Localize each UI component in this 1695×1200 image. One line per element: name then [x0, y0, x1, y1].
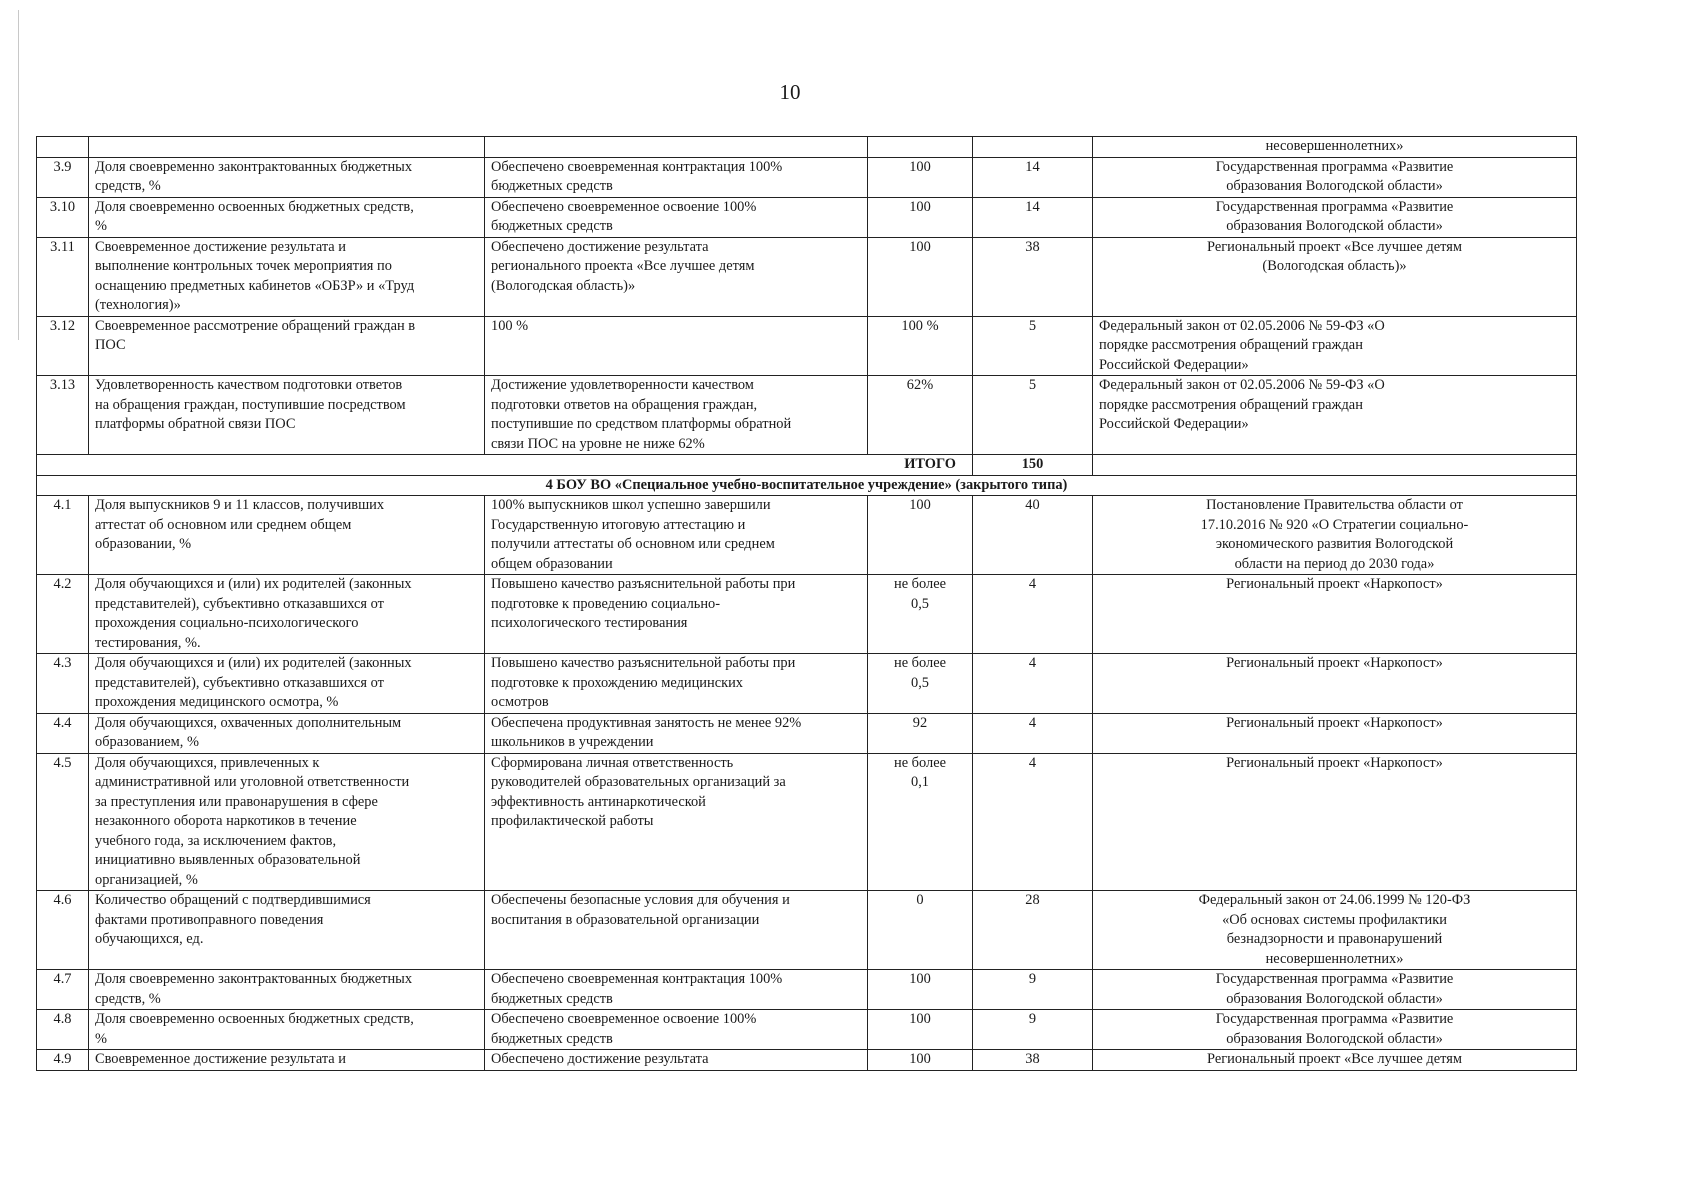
legal-source-text: Федеральный закон от 02.05.2006 № 59-ФЗ «О порядке рассмотрения обращений граждан Российской Федерации»: [1099, 377, 1385, 432]
expected-result-text: 100% выпускников школ успешно завершили Государственную итоговую аттестацию и получили аттестаты об основном или среднем общем образовании: [491, 497, 775, 572]
indicator-name: [89, 575, 485, 654]
legal-source-text: Государственная программа «Развитие образования Вологодской области»: [1215, 971, 1454, 1007]
weight-score-text: 5: [1028, 317, 1037, 334]
table-row: [37, 753, 1577, 891]
expected-result-text: Обеспечено своевременная контрактация 100% бюджетных средств: [491, 158, 783, 194]
expected-result-text: Повышено качество разъяснительной работы при подготовке к прохождению медицинских осмотров: [491, 655, 796, 710]
total-row: [37, 455, 1577, 476]
indicator-name-text: Доля своевременно освоенных бюджетных средств, %: [95, 198, 414, 234]
indicator-name: [89, 137, 485, 158]
row-number: [37, 316, 89, 376]
planned-value-text: 100: [909, 1011, 931, 1027]
planned-value: [868, 753, 973, 891]
weight-score-text: 9: [1028, 1011, 1037, 1027]
planned-value: [868, 654, 973, 714]
planned-value: [868, 316, 973, 376]
legal-source-text: Региональный проект «Наркопост»: [1226, 655, 1443, 671]
row-number: [37, 496, 89, 575]
row-number-text: 4.4: [53, 714, 72, 731]
table-row: [37, 316, 1577, 376]
planned-value-text: не более 0,5: [894, 655, 946, 691]
row-number-text: 4.6: [53, 892, 72, 908]
planned-value: [868, 970, 973, 1010]
legal-source-text: Региональный проект «Наркопост»: [1226, 754, 1443, 771]
expected-result-text: Обеспечено своевременное освоение 100% бюджетных средств: [491, 198, 757, 234]
weight-score: [973, 316, 1093, 376]
table-row: [37, 376, 1577, 455]
row-number: [37, 157, 89, 197]
weight-score: [973, 496, 1093, 575]
row-number-text: 4.9: [53, 1051, 72, 1067]
row-number: [37, 891, 89, 970]
expected-result: [485, 891, 868, 970]
planned-value-text: не более 0,5: [894, 576, 946, 612]
legal-source: [1093, 654, 1577, 714]
legal-source-text: Государственная программа «Развитие образования Вологодской области»: [1215, 1011, 1454, 1047]
planned-value-text: 100: [909, 198, 931, 215]
legal-source: [1093, 713, 1577, 753]
planned-value: [868, 1050, 973, 1071]
row-number-text: 3.12: [49, 317, 76, 334]
indicator-name: [89, 496, 485, 575]
indicator-name-text: Своевременное рассмотрение обращений граждан в ПОС: [95, 317, 416, 353]
weight-score: [973, 654, 1093, 714]
expected-result: [485, 496, 868, 575]
table-row: [37, 496, 1577, 575]
rows-after: [37, 496, 1577, 1071]
total-value: 150: [973, 455, 1093, 476]
legal-source: [1093, 376, 1577, 455]
weight-score-text: 9: [1028, 971, 1037, 987]
indicator-name-text: Своевременное достижение результата и: [95, 1051, 346, 1067]
row-number: [37, 654, 89, 714]
planned-value: [868, 1010, 973, 1050]
legal-source: [1093, 575, 1577, 654]
indicator-name-text: Доля обучающихся и (или) их родителей (законных представителей), субъективно отказавшихся от прохождения социально-психологического тестирования, %.: [95, 576, 412, 651]
row-number-text: 4.7: [53, 971, 72, 987]
indicator-name-text: Доля обучающихся и (или) их родителей (законных представителей), субъективно отказавшихся от прохождения медицинского осмотра, %: [95, 655, 412, 710]
legal-source: [1093, 137, 1577, 158]
expected-result: [485, 197, 868, 237]
row-number-text: 4.5: [53, 754, 72, 771]
legal-source: [1093, 316, 1577, 376]
indicator-name-text: Доля обучающихся, привлеченных к административной или уголовной ответственности за преступления или правонарушения в сфере незаконного оборота наркотиков в течение учебного года, за исключением фактов, инициативно выявленных образовательной организацией, %: [95, 754, 410, 888]
indicator-name: [89, 970, 485, 1010]
indicator-name: [89, 1010, 485, 1050]
table-row: [37, 1050, 1577, 1071]
legal-source-text: Государственная программа «Развитие образования Вологодской области»: [1215, 198, 1454, 234]
table-row: [37, 891, 1577, 970]
expected-result: [485, 575, 868, 654]
indicator-name-text: Доля выпускников 9 и 11 классов, получивших аттестат об основном или среднем общем образовании, %: [95, 497, 385, 552]
indicators-table: [36, 136, 1577, 1071]
weight-score-text: 38: [1025, 238, 1040, 255]
planned-value: [868, 575, 973, 654]
legal-source-text: Государственная программа «Развитие образования Вологодской области»: [1215, 158, 1454, 194]
table-row: [37, 713, 1577, 753]
total-section: [37, 455, 1577, 496]
indicator-name: [89, 237, 485, 316]
indicator-name: [89, 654, 485, 714]
legal-source-text: Постановление Правительства области от 17.10.2016 № 920 «О Стратегии социально- экономического развития Вологодской области на период до 2030 года»: [1200, 497, 1469, 572]
weight-score: [973, 197, 1093, 237]
weight-score-text: 4: [1028, 576, 1037, 592]
planned-value: [868, 713, 973, 753]
legal-source: [1093, 237, 1577, 316]
row-number-text: 3.9: [53, 158, 72, 175]
indicator-name: [89, 197, 485, 237]
legal-source: [1093, 753, 1577, 891]
indicator-name: [89, 316, 485, 376]
indicator-name: [89, 713, 485, 753]
table-row: [37, 1010, 1577, 1050]
expected-result: [485, 157, 868, 197]
row-number-text: 3.13: [49, 377, 76, 393]
expected-result-text: Обеспечено своевременное освоение 100% бюджетных средств: [491, 1011, 757, 1047]
row-number-text: 3.11: [50, 238, 75, 255]
legal-source: [1093, 970, 1577, 1010]
weight-score: [973, 891, 1093, 970]
planned-value-text: 100: [909, 1051, 931, 1067]
legal-source: [1093, 1050, 1577, 1071]
indicator-name-text: Доля обучающихся, охваченных дополнительным образованием, %: [95, 714, 402, 750]
legal-source: [1093, 197, 1577, 237]
expected-result: [485, 970, 868, 1010]
row-number: [37, 137, 89, 158]
legal-source-text: Федеральный закон от 24.06.1999 № 120-ФЗ «Об основах системы профилактики безнадзорности и правонарушений несовершеннолетних»: [1198, 892, 1471, 967]
indicator-name-text: Доля своевременно освоенных бюджетных средств, %: [95, 1011, 414, 1047]
row-number: [37, 237, 89, 316]
expected-result: [485, 713, 868, 753]
table-row: [37, 970, 1577, 1010]
row-number-text: 3.10: [49, 198, 76, 215]
total-empty-cell: [1093, 455, 1577, 476]
planned-value-text: 0: [916, 892, 924, 908]
table-row: [37, 157, 1577, 197]
expected-result-text: Повышено качество разъяснительной работы при подготовке к проведению социально- психологического тестирования: [491, 576, 796, 631]
table-row: [37, 137, 1577, 158]
indicator-name: [89, 1050, 485, 1071]
expected-result-text: Обеспечено достижение результата: [491, 1051, 709, 1067]
planned-value: [868, 157, 973, 197]
weight-score: [973, 376, 1093, 455]
planned-value-text: 100: [909, 971, 931, 987]
weight-score: [973, 713, 1093, 753]
weight-score: [973, 157, 1093, 197]
indicator-name: [89, 753, 485, 891]
indicator-name-text: Своевременное достижение результата и выполнение контрольных точек мероприятия по оснащению предметных кабинетов «ОБЗР» и «Труд (технология)»: [95, 238, 415, 313]
expected-result: [485, 1010, 868, 1050]
row-number: [37, 1050, 89, 1071]
weight-score-text: 38: [1025, 1051, 1040, 1067]
legal-source: [1093, 891, 1577, 970]
expected-result: [485, 654, 868, 714]
legal-source-text: несовершеннолетних»: [1265, 138, 1404, 154]
expected-result: [485, 237, 868, 316]
legal-source: [1093, 157, 1577, 197]
weight-score: [973, 1010, 1093, 1050]
indicator-name-text: Количество обращений с подтвердившимися фактами противоправного поведения обучающихся, ед.: [95, 892, 371, 947]
planned-value-text: 100: [909, 238, 931, 255]
expected-result: [485, 137, 868, 158]
planned-value-text: 62%: [906, 377, 934, 393]
weight-score-text: 14: [1025, 198, 1040, 215]
row-number: [37, 753, 89, 891]
planned-value-text: не более 0,1: [894, 754, 946, 790]
indicator-name: [89, 891, 485, 970]
weight-score-text: 4: [1028, 714, 1037, 731]
expected-result: [485, 753, 868, 891]
section-heading-row: [37, 475, 1577, 496]
legal-source-text: Региональный проект «Наркопост»: [1226, 576, 1443, 592]
expected-result: [485, 1050, 868, 1071]
expected-result-text: Достижение удовлетворенности качеством подготовки ответов на обращения граждан, поступившие по средством платформы обратной связи ПОС на уровне не ниже 62%: [491, 377, 792, 452]
expected-result-text: 100 %: [491, 317, 529, 334]
page-number: 10: [779, 80, 801, 104]
row-number: [37, 970, 89, 1010]
planned-value-text: 100: [909, 158, 931, 175]
weight-score: [973, 1050, 1093, 1071]
legal-source-text: Региональный проект «Все лучшее детям: [1207, 1051, 1462, 1067]
table-row: [37, 575, 1577, 654]
indicator-name-text: Удовлетворенность качеством подготовки ответов на обращения граждан, поступившие посредством платформы обратной связи ПОС: [95, 377, 406, 432]
weight-score-text: 40: [1025, 497, 1040, 513]
planned-value: [868, 496, 973, 575]
indicator-name-text: Доля своевременно законтрактованных бюджетных средств, %: [95, 971, 413, 1007]
row-number-text: 4.3: [53, 655, 72, 671]
planned-value-text: 92: [912, 714, 928, 731]
total-label: ИТОГО: [37, 455, 973, 476]
expected-result-text: Обеспечена продуктивная занятость не менее 92% школьников в учреждении: [491, 714, 802, 750]
row-number: [37, 1010, 89, 1050]
weight-score-text: 5: [1028, 377, 1037, 393]
planned-value-text: 100 %: [901, 317, 939, 334]
legal-source-text: Региональный проект «Все лучшее детям (Вологодская область)»: [1207, 238, 1462, 274]
weight-score-text: 4: [1028, 655, 1037, 671]
indicator-name: [89, 376, 485, 455]
legal-source: [1093, 496, 1577, 575]
weight-score-text: 28: [1025, 892, 1040, 908]
expected-result-text: Обеспечены безопасные условия для обучения и воспитания в образовательной организации: [491, 892, 790, 928]
weight-score: [973, 137, 1093, 158]
legal-source: [1093, 1010, 1577, 1050]
row-number-text: 4.2: [53, 576, 72, 592]
indicator-name: [89, 157, 485, 197]
rows-before: [37, 137, 1577, 455]
expected-result-text: Обеспечено своевременная контрактация 100% бюджетных средств: [491, 971, 783, 1007]
expected-result: [485, 316, 868, 376]
table-row: [37, 237, 1577, 316]
weight-score: [973, 237, 1093, 316]
row-number: [37, 376, 89, 455]
legal-source-text: Региональный проект «Наркопост»: [1226, 714, 1443, 731]
row-number-text: 4.1: [53, 497, 72, 513]
weight-score-text: 4: [1028, 754, 1037, 771]
planned-value: [868, 891, 973, 970]
weight-score: [973, 970, 1093, 1010]
row-number-text: 4.8: [53, 1011, 72, 1027]
planned-value: [868, 237, 973, 316]
expected-result: [485, 376, 868, 455]
legal-source-text: Федеральный закон от 02.05.2006 № 59-ФЗ «О порядке рассмотрения обращений граждан Российской Федерации»: [1099, 317, 1385, 373]
indicator-name-text: Доля своевременно законтрактованных бюджетных средств, %: [95, 158, 413, 194]
row-number: [37, 575, 89, 654]
weight-score: [973, 575, 1093, 654]
scan-margin-line: [18, 10, 19, 340]
planned-value-text: 100: [909, 497, 931, 513]
planned-value: [868, 197, 973, 237]
row-number: [37, 197, 89, 237]
table-row: [37, 197, 1577, 237]
section-title: 4 БОУ ВО «Специальное учебно-воспитательное учреждение» (закрытого типа): [37, 475, 1577, 496]
weight-score-text: 14: [1025, 158, 1040, 175]
row-number: [37, 713, 89, 753]
planned-value: [868, 137, 973, 158]
table-row: [37, 654, 1577, 714]
expected-result-text: Сформирована личная ответственность руководителей образовательных организаций за эффективность антинаркотической профилактической работы: [491, 754, 786, 829]
expected-result-text: Обеспечено достижение результата регионального проекта «Все лучшее детям (Вологодская область)»: [491, 238, 755, 294]
planned-value: [868, 376, 973, 455]
weight-score: [973, 753, 1093, 891]
